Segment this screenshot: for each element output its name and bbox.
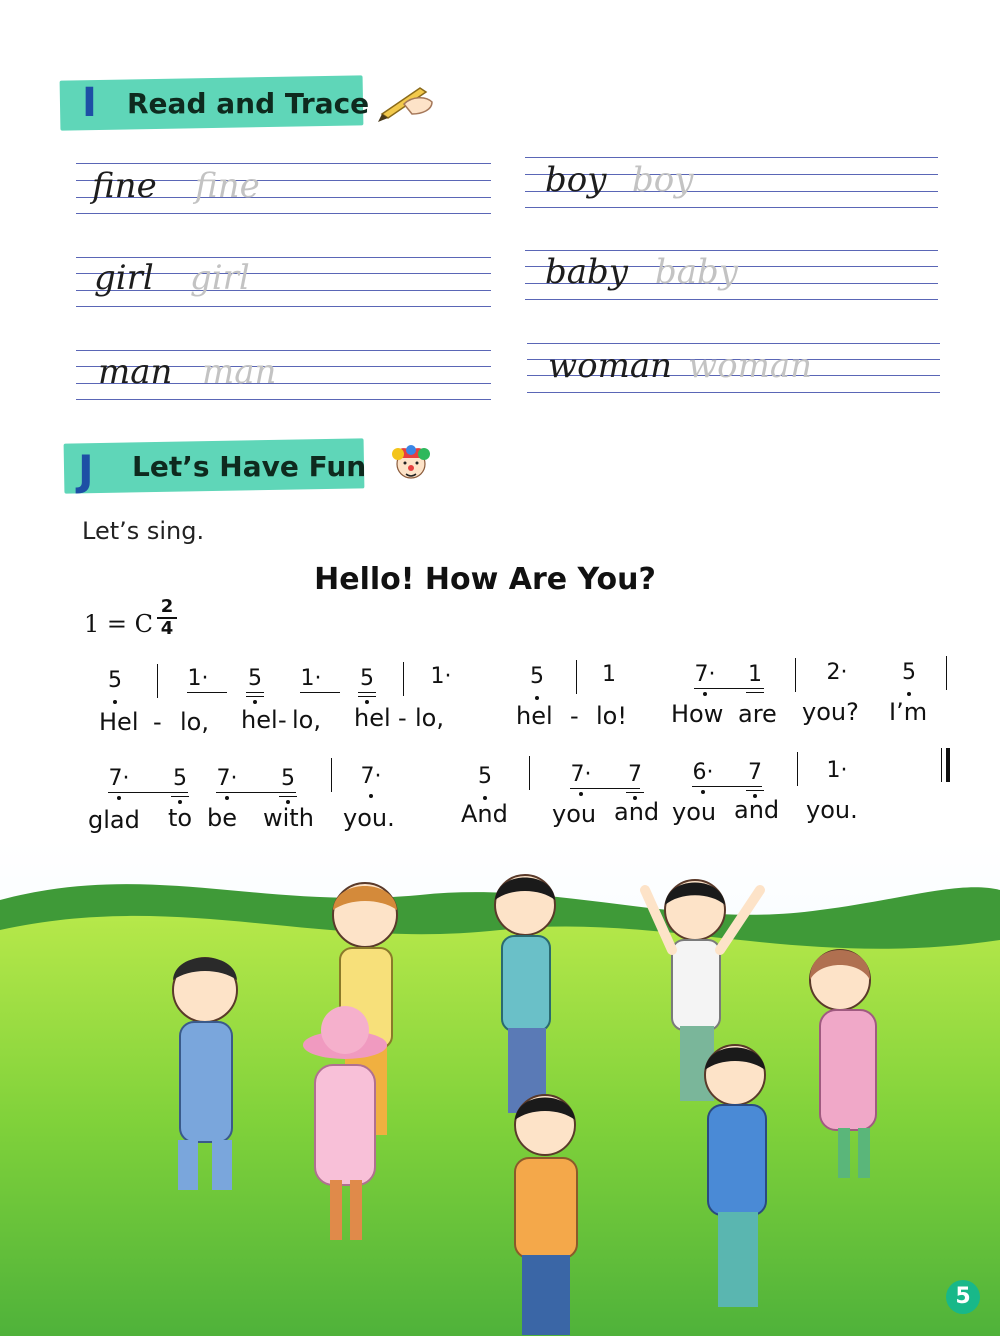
note: 1· (430, 664, 452, 689)
lyric: - (570, 702, 579, 730)
lyric: Hel (99, 708, 139, 736)
note: 1· (826, 758, 848, 783)
trace-fine: fine (195, 166, 260, 206)
song-title: Hello! How Are You? (314, 562, 656, 597)
lyric: are (738, 700, 777, 728)
key-signature: 1 = C (84, 610, 153, 638)
lyric: and (614, 798, 660, 826)
note: 5 (240, 666, 270, 691)
note: 5 (165, 766, 195, 791)
note: 1 (740, 662, 770, 687)
intro-text: Let’s sing. (82, 517, 205, 545)
kids-playing-illustration (0, 840, 1000, 1336)
note: 7· (356, 764, 386, 789)
word-girl: girl (94, 258, 154, 298)
lyric: you (552, 800, 597, 828)
trace-girl: girl (190, 258, 250, 298)
lyric: lo, (415, 704, 444, 732)
lyric: to (168, 804, 193, 832)
note: 7· (212, 766, 242, 791)
lyric: and (734, 796, 780, 824)
note: 7 (740, 760, 770, 785)
lyric: you (672, 798, 717, 826)
time-signature (157, 598, 177, 638)
note: 5 (894, 660, 924, 685)
pencil-hand-icon (372, 82, 436, 128)
section-j-letter: J (78, 446, 94, 495)
note: 2· (826, 660, 848, 685)
note: 5 (470, 764, 500, 789)
lyric: you? (802, 698, 859, 726)
note: 5 (522, 664, 552, 689)
lyric: - (153, 708, 162, 736)
note: 7· (104, 766, 134, 791)
word-baby: baby (545, 252, 629, 292)
section-i-title: Read and Trace (127, 87, 370, 120)
word-boy: boy (545, 160, 607, 200)
page-number: 5 (946, 1280, 980, 1314)
time-top: 2 (160, 596, 174, 617)
kid-boy-orange (515, 1095, 577, 1335)
note: 1· (183, 666, 213, 691)
time-bottom: 4 (160, 618, 174, 639)
word-fine: fine (92, 166, 157, 206)
lyric: with (263, 804, 314, 832)
lyric: I’m (889, 698, 928, 726)
lyric: - (398, 704, 407, 732)
lyric: lo! (596, 702, 627, 730)
lyric: you. (343, 804, 395, 832)
clown-face-icon (378, 444, 444, 492)
lyric: hel (354, 704, 391, 732)
note: 7 (620, 762, 650, 787)
lyric: lo, (180, 708, 209, 736)
note: 7· (566, 762, 596, 787)
lyric: be (207, 804, 237, 832)
lyric: hel (516, 702, 553, 730)
lyric: glad (88, 806, 140, 834)
note: 6· (688, 760, 718, 785)
note: 5 (273, 766, 303, 791)
trace-man: man (202, 352, 277, 392)
lyric: lo, (292, 706, 321, 734)
trace-baby: baby (655, 252, 739, 292)
note: 5 (100, 668, 130, 693)
note: 1· (296, 666, 326, 691)
word-man: man (98, 352, 173, 392)
lyric: hel (241, 706, 278, 734)
lyric: How (671, 700, 724, 728)
section-j-title: Let’s Have Fun (132, 450, 367, 483)
note: 5 (352, 666, 382, 691)
lyric: - (278, 706, 287, 734)
note: 7· (690, 662, 720, 687)
note: 1 (602, 662, 616, 687)
section-i-letter: I (82, 80, 97, 126)
trace-boy: boy (632, 160, 694, 200)
lyric: And (461, 800, 508, 828)
lyric: you. (806, 796, 858, 824)
trace-woman: woman (688, 346, 812, 386)
word-woman: woman (548, 346, 672, 386)
